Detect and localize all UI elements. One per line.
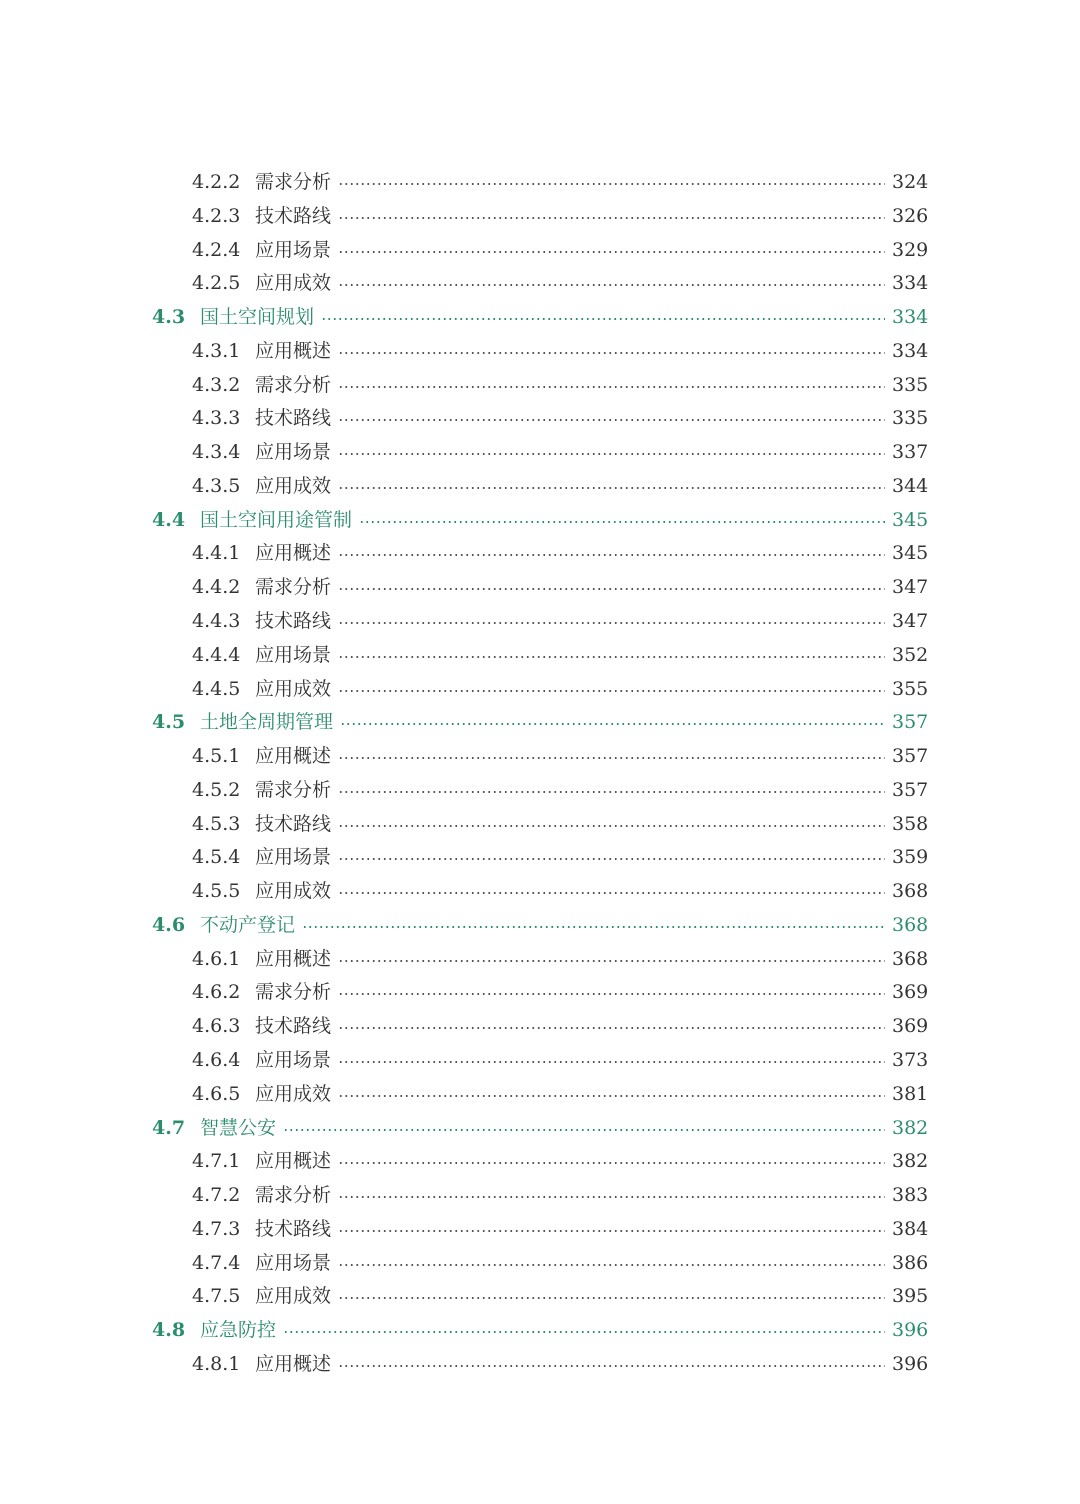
dot-leader (338, 1297, 885, 1299)
dot-leader (338, 892, 885, 894)
toc-entry-title: 不动产登记 (200, 913, 296, 936)
toc-subsection-entry[interactable] (0, 1213, 1080, 1245)
toc-entry-title: 国土空间用途管制 (200, 508, 353, 531)
dot-leader (338, 1061, 885, 1063)
dot-leader (338, 622, 885, 624)
dot-leader (338, 1365, 885, 1367)
toc-subsection-entry[interactable] (0, 774, 1080, 806)
toc-subsection-entry[interactable] (0, 841, 1080, 873)
toc-entry-title: 技术路线 (255, 812, 332, 835)
dot-leader (338, 1162, 885, 1164)
dot-leader (338, 588, 885, 590)
toc-entry-title: 应用成效 (255, 272, 332, 295)
toc-section-entry[interactable] (0, 706, 1080, 738)
toc-entry-title: 应用场景 (255, 1049, 332, 1072)
toc-entry-number: 4.2.4 (192, 238, 241, 261)
toc-entry-number: 4.6.1 (192, 947, 241, 970)
dot-leader (338, 284, 885, 286)
toc-subsection-entry[interactable] (0, 200, 1080, 232)
toc-subsection-entry[interactable] (0, 605, 1080, 637)
dot-leader (338, 1095, 885, 1097)
toc-entry-title: 应用概述 (255, 947, 332, 970)
toc-entry-number: 4.4.3 (192, 610, 241, 632)
toc-section-entry[interactable] (0, 1112, 1080, 1144)
toc-entry-page: 384 (892, 1217, 929, 1240)
toc-entry-page: 347 (892, 610, 929, 632)
toc-entry-page: 326 (892, 204, 929, 227)
toc-entry-title: 应用场景 (255, 643, 332, 666)
toc-entry-title: 技术路线 (255, 1015, 332, 1038)
toc-entry-number: 4.4.1 (192, 542, 241, 565)
toc-entry-title: 需求分析 (255, 171, 332, 193)
toc-entry-page: 357 (892, 711, 929, 734)
toc-entry-page: 381 (892, 1082, 929, 1105)
toc-entry-title: 技术路线 (255, 407, 332, 430)
toc-entry-number: 4.4 (152, 508, 186, 531)
toc-subsection-entry[interactable] (0, 369, 1080, 401)
toc-entry-number: 4.6.2 (192, 981, 241, 1004)
dot-leader (340, 723, 885, 725)
toc-entry-number: 4.3 (152, 306, 186, 329)
dot-leader (338, 251, 885, 253)
toc-entry-page: 344 (892, 474, 929, 497)
toc-entry-title: 应用场景 (255, 441, 332, 464)
toc-entry-page: 355 (892, 677, 929, 700)
toc-subsection-entry[interactable] (0, 740, 1080, 772)
dot-leader (338, 1230, 885, 1232)
toc-entry-number: 4.6.3 (192, 1015, 241, 1038)
toc-entry-title: 技术路线 (255, 610, 332, 632)
toc-entry-page: 347 (892, 576, 929, 599)
dot-leader (283, 1331, 885, 1333)
dot-leader (338, 960, 885, 962)
dot-leader (338, 791, 885, 793)
dot-leader (338, 352, 885, 354)
toc-entry-title: 应用概述 (255, 339, 332, 362)
toc-entry-title: 应用场景 (255, 846, 332, 869)
toc-entry-number: 4.5.4 (192, 846, 241, 869)
toc-subsection-entry[interactable] (0, 402, 1080, 434)
toc-entry-page: 357 (892, 745, 929, 768)
toc-entry-title: 智慧公安 (200, 1116, 277, 1139)
toc-entry-number: 4.7 (152, 1116, 186, 1139)
toc-entry-number: 4.6.4 (192, 1049, 241, 1072)
toc-entry-page: 368 (892, 880, 929, 903)
toc-subsection-entry[interactable] (0, 470, 1080, 502)
toc-entry-page: 334 (892, 306, 929, 329)
dot-leader (338, 656, 885, 658)
toc-entry-title: 技术路线 (255, 204, 332, 227)
toc-section-entry[interactable] (0, 909, 1080, 941)
toc-subsection-entry[interactable] (0, 1145, 1080, 1177)
toc-entry-page: 337 (892, 441, 929, 464)
dot-leader (338, 757, 885, 759)
toc-entry-number: 4.8.1 (192, 1352, 241, 1375)
dot-leader (338, 453, 885, 455)
toc-section-entry[interactable] (0, 504, 1080, 536)
toc-section-entry[interactable] (0, 301, 1080, 333)
toc-entry-title: 应用概述 (255, 542, 332, 565)
toc-subsection-entry[interactable] (0, 234, 1080, 266)
dot-leader (338, 183, 885, 185)
dot-leader (338, 386, 885, 388)
toc-entry-page: 358 (892, 812, 929, 835)
toc-subsection-entry[interactable] (0, 1247, 1080, 1279)
toc-entry-page: 368 (892, 913, 929, 936)
toc-entry-number: 4.2.3 (192, 204, 241, 227)
toc-entry-title: 应急防控 (200, 1319, 277, 1342)
dot-leader (338, 825, 885, 827)
toc-subsection-entry[interactable] (0, 1179, 1080, 1211)
toc-entry-page: 386 (892, 1251, 929, 1274)
toc-entry-number: 4.3.2 (192, 373, 241, 396)
toc-entry-title: 需求分析 (255, 373, 332, 396)
dot-leader (338, 1196, 885, 1198)
toc-subsection-entry[interactable] (0, 1348, 1080, 1380)
toc-entry-page: 382 (892, 1150, 929, 1173)
toc-entry-number: 4.5.3 (192, 812, 241, 835)
toc-entry-title: 应用成效 (255, 1285, 332, 1308)
toc-entry-number: 4.3.1 (192, 339, 241, 362)
dot-leader (338, 690, 885, 692)
toc-subsection-entry[interactable] (0, 267, 1080, 299)
toc-entry-number: 4.4.5 (192, 677, 241, 700)
toc-subsection-entry[interactable] (0, 335, 1080, 367)
toc-subsection-entry[interactable] (0, 1010, 1080, 1042)
toc-subsection-entry[interactable] (0, 808, 1080, 840)
toc-entry-page: 335 (892, 407, 929, 430)
toc-entry-page: 373 (892, 1049, 929, 1072)
toc-entry-page: 324 (892, 171, 929, 193)
toc-entry-page: 345 (892, 508, 929, 531)
dot-leader (302, 926, 885, 928)
toc-entry-title: 需求分析 (255, 576, 332, 599)
toc-entry-page: 368 (892, 947, 929, 970)
dot-leader (359, 521, 885, 523)
toc-subsection-entry[interactable] (0, 639, 1080, 671)
dot-leader (338, 419, 885, 421)
toc-entry-number: 4.5 (152, 711, 186, 734)
toc-entry-page: 334 (892, 339, 929, 362)
toc-entry-number: 4.2.2 (192, 171, 241, 193)
toc-subsection-entry[interactable] (0, 1044, 1080, 1076)
toc-section-entry[interactable] (0, 1314, 1080, 1346)
toc-entry-number: 4.8 (152, 1319, 186, 1342)
toc-entry-number: 4.6.5 (192, 1082, 241, 1105)
toc-entry-title: 应用成效 (255, 880, 332, 903)
toc-entry-page: 334 (892, 272, 929, 295)
toc-entry-title: 需求分析 (255, 981, 332, 1004)
toc-entry-page: 396 (892, 1352, 929, 1375)
dot-leader (338, 487, 885, 489)
toc-subsection-entry[interactable] (0, 571, 1080, 603)
toc-entry-number: 4.4.2 (192, 576, 241, 599)
toc-entry-number: 4.7.1 (192, 1150, 241, 1173)
toc-entry-page: 329 (892, 238, 929, 261)
toc-entry-number: 4.7.5 (192, 1285, 241, 1308)
toc-entry-number: 4.3.4 (192, 441, 241, 464)
dot-leader (338, 1027, 885, 1029)
toc-entry-number: 4.5.2 (192, 778, 241, 801)
toc-entry-number: 4.2.5 (192, 272, 241, 295)
toc-entry-page: 382 (892, 1116, 929, 1139)
toc-entry-title: 国土空间规划 (200, 306, 315, 329)
toc-entry-page: 396 (892, 1319, 929, 1342)
toc-entry-title: 应用成效 (255, 1082, 332, 1105)
toc-entry-page: 335 (892, 373, 929, 396)
toc-subsection-entry[interactable] (0, 943, 1080, 975)
toc-entry-page: 359 (892, 846, 929, 869)
dot-leader (338, 554, 885, 556)
toc-entry-page: 369 (892, 1015, 929, 1038)
toc-subsection-entry[interactable] (0, 1078, 1080, 1110)
toc-entry-number: 4.7.2 (192, 1184, 241, 1207)
toc-subsection-entry[interactable] (0, 166, 1080, 198)
toc-entry-page: 352 (892, 643, 929, 666)
toc-entry-title: 应用概述 (255, 1352, 332, 1375)
toc-subsection-entry[interactable] (0, 673, 1080, 705)
toc-entry-title: 应用概述 (255, 745, 332, 768)
toc-entry-number: 4.7.4 (192, 1251, 241, 1274)
toc-entry-title: 应用场景 (255, 1251, 332, 1274)
toc-entry-number: 4.5.1 (192, 745, 241, 768)
toc-subsection-entry[interactable] (0, 436, 1080, 468)
dot-leader (338, 217, 885, 219)
toc-entry-page: 345 (892, 542, 929, 565)
dot-leader (338, 858, 885, 860)
toc-entry-title: 技术路线 (255, 1217, 332, 1240)
toc-subsection-entry[interactable] (0, 875, 1080, 907)
toc-entry-title: 应用成效 (255, 677, 332, 700)
toc-entry-number: 4.4.4 (192, 643, 241, 666)
toc-entry-number: 4.5.5 (192, 880, 241, 903)
toc-entry-page: 383 (892, 1184, 929, 1207)
toc-subsection-entry[interactable] (0, 976, 1080, 1008)
dot-leader (321, 318, 885, 320)
toc-entry-title: 需求分析 (255, 778, 332, 801)
toc-entry-number: 4.3.3 (192, 407, 241, 430)
dot-leader (338, 1264, 885, 1266)
toc-entry-title: 应用成效 (255, 474, 332, 497)
toc-entry-page: 395 (892, 1285, 929, 1308)
toc-entry-title: 土地全周期管理 (200, 711, 334, 734)
toc-entry-title: 应用概述 (255, 1150, 332, 1173)
toc-entry-page: 369 (892, 981, 929, 1004)
toc-entry-title: 应用场景 (255, 238, 332, 261)
dot-leader (338, 993, 885, 995)
toc-subsection-entry[interactable] (0, 537, 1080, 569)
toc-entry-number: 4.3.5 (192, 474, 241, 497)
toc-entry-number: 4.7.3 (192, 1217, 241, 1240)
toc-entry-page: 357 (892, 778, 929, 801)
toc-entry-title: 需求分析 (255, 1184, 332, 1207)
toc-entry-number: 4.6 (152, 913, 186, 936)
toc-subsection-entry[interactable] (0, 1280, 1080, 1312)
dot-leader (283, 1129, 885, 1131)
